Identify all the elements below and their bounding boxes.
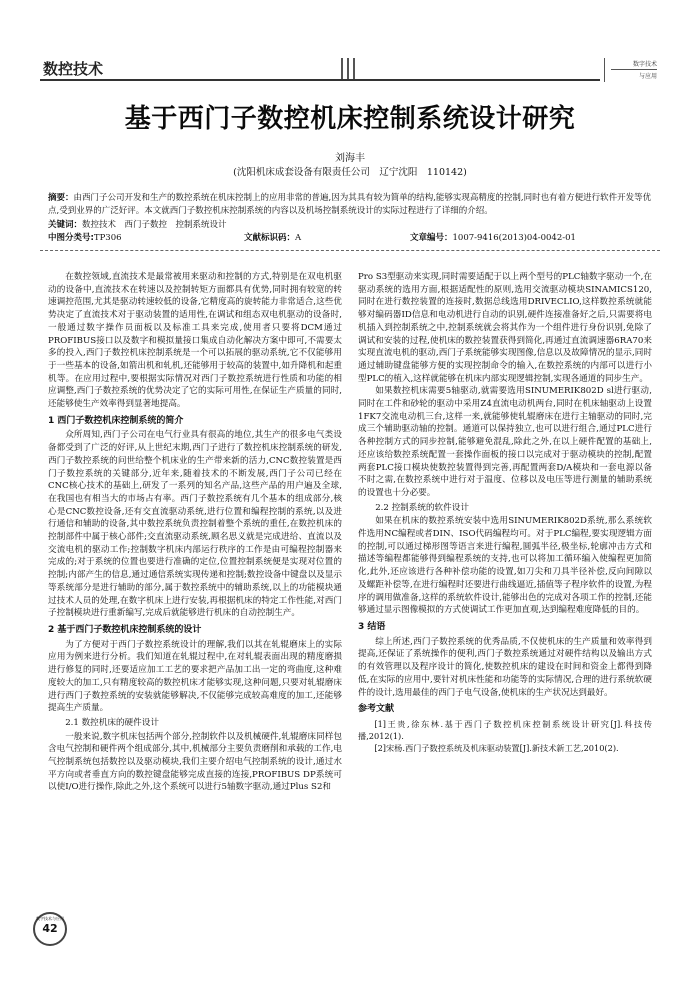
right-column: [358, 271, 652, 754]
abstract-text: 由西门子公司开发和生产的数控系统在机床控制上的应用非常的普遍,因为其具有较为简单的结构,能够实现高精度的控制,同时也有着方便进行软件开发等优点,受到业界的广泛好评。本文就西门子数控机床控制系统的内容以及机场控制系统设计的实际过程进行了详细的介绍。: [48, 193, 652, 216]
page-badge-text: 数字技术与应用: [36, 916, 64, 921]
reference-item: [1]王贵,徐东林.基于西门子数控机床控制系统设计研究[J].科技传播,2012(1).: [358, 718, 652, 741]
badge-top-text: 数字技术: [632, 61, 657, 68]
abstract-separator: [40, 250, 660, 251]
drive-config-paragraph: 如果数控机床需要5轴驱动,就需要选用SINUMERIK802D sl进行驱动,同时在工件和砂轮的驱动中采用Z4直流电动机两台,同时在机床轴驱动上设置1FK7交流电动机三台,这样一来,就能够使轧辊磨床在进行主轴驱动的同时,完成三个辅助驱动轴的控制。通道可以保持独立,也可以进行组合,通过PLC进行各种控制方式的同步控制,能够避免混乱,除此之外,在以上硬件配置的基础上,还应该给数控系统配置一套操作面板的接口以完成对于驱动模块的控制,配置两套PLC接口模块使数控装置得到完善,再配置两套D/A模块和一套电源以备不时之需,在数控系统中进行对于温度、位移以及电压等进行测量的辅助系统的设置也十分必要。: [358, 386, 652, 498]
subsection-heading-2-2: 2.2 控制系统的软件设计: [375, 502, 469, 513]
affiliation: (沈阳机床成套设备有限责任公司 辽宁沈阳 110142): [233, 167, 467, 178]
clc-label: 中图分类号:: [48, 233, 94, 243]
badge-bottom-text: 与应用: [638, 73, 657, 80]
left-column: [48, 271, 342, 794]
section-heading-3: 3 结语: [358, 621, 386, 632]
keywords: [48, 218, 227, 230]
keywords-label: 关键词：: [48, 220, 83, 230]
code-label: 文献标识码：: [244, 233, 296, 243]
references-heading: 参考文献: [358, 704, 395, 715]
article-id-label: 文章编号：: [410, 233, 453, 243]
journal-badge: [604, 58, 661, 82]
section-2-paragraph: 为了方便对于西门子数控系统设计的理解,我们以其在轧辊磨床上的实际应用为例来进行分析。我们知道在轧辊过程中,在对轧辊表面出现的精度磨损进行修复的同时,还要适应加工工艺的要求把产品加工出一定的弯曲度,这种难度较大的加工,只有精度较高的数控机床才能够实现,这种问题,只要对轧辊磨床进行西门子数控系统的安装就能够解决,不仅能够完成较高难度的加工,还能够提高生产质量。: [48, 639, 342, 714]
article-id: [410, 231, 576, 243]
section-label: 数控技术: [43, 60, 104, 78]
continued-paragraph: Pro S3型驱动来实现,同时需要适配于以上两个型号的PLC轴数字驱动一个,在驱动系统的选用方面,根据适配性的原则,选用交流驱动模块SINAMICS120,同时在进行数控装置的连接时,数据总线选用DRIVECLIO,这样数控系统就能够对编码器ID信息和电动机进行自动的识别,硬件连接准备好之后,只需要将电机插入到控制系统之中,控制系统就会将其作为一个组件进行身份识别,免除了调试和安装的过程,使机床的数控装置获得到简化,再通过直流调速器6RA70来实现直流电机的驱动,西门子系统能够实现图像,信息以及故障情况的显示,同时通过辅助键盘能够方便的实现控制命令的输入,在数控系统的内部可以进行小型PLC的植入,这样就能够在机床内部实现逻辑控制,实现各通道的同步生产。: [358, 272, 652, 384]
abstract: [48, 192, 658, 217]
abstract-label: 摘要：: [48, 193, 74, 203]
conclusion-paragraph: 综上所述,西门子数控系统的优秀品质,不仅使机床的生产质量和效率得到提高,还保证了系统操作的便利,西门子数控系统通过对硬件结构以及输出方式的有效管理以及程序设计的简化,使数控机床的建设在时间和资金上都得到降低,在实际的应用中,要针对机床性能和功能等的实际情况,合理的进行系统软硬件的设计,选用最佳的西门子电气设备,使机床的生产状况达到最好。: [358, 636, 652, 698]
clc-number: [48, 231, 122, 243]
clc-value: TP306: [93, 233, 122, 243]
subsection-heading-2-1: 2.1 数控机床的硬件设计: [65, 717, 159, 728]
section-1-paragraph: 众所周知,西门子公司在电气行业具有很高的地位,其生产的很多电气类设备都受到了广泛的好评,从上世纪末期,西门子进行了数控机床控制系统的研发,西门子数控系统的问世给整个机床业的生产带来新的活力,CNC数控装置是西门子数控系统的关键部分,近年来,随着技术的不断发展,西门子公司已经在CNC核心技术的基础上,研发了一系列的知名产品,这些产品的用户遍及全球,在我国也有相当大的市场占有率。西门子数控系统有几个基本的组成部分,核心是CNC数控设备,还有交直流驱动系统,进行位置和编程控制的系统,以及进行通信和辅助的设备,其中数控系统负责控制着整个系统的重任,在数控机床的控制部件中属于核心部件;交直流驱动系统,顾名思义就是完成进给、直流以及交流电机的驱动工作;控制数字机床内部运行秩序的工作是由可编程控制器来完成的;对于系统的位置也要进行准确的定位,位置控制系统便是实现对位置的控制;内部产生的信息,通过通信系统实现传递和控制;数控设备中键盘以及显示等系统部分是进行辅助的部分,属于数控系统中的辅助系统,以上的功能模块通过技术人员的处理,在数字机床上进行安装,再根据机床的特定工作性能,对西门子控制模块进行重新编写,完成后就能够进行机床的自动控制生产。: [48, 430, 342, 619]
author: 刘海丰: [335, 153, 365, 164]
section-heading-2: 2 基于西门子数控机床控制系统的设计: [48, 624, 202, 635]
code-value: A: [295, 233, 302, 243]
header-rule: [40, 79, 600, 81]
keywords-text: 数控技术 西门子数控 控制系统设计: [82, 220, 227, 230]
page-number-badge: [33, 912, 67, 946]
subsection-2-2-paragraph: 如果在机床的数控系统安装中选用SINUMERIK802D系统,那么系统软件选用NC编程或者DIN、ISO代码编程均可。对于PLC编程,要实现逻辑方面的控制,可以通过梯形图等语言来进行编程,圆弧半径,极坐标,轮廓冲击方式和描述等编程都能够得到编程系统的支持,也可以将加工循环编入使编程更加简化,此外,还应该进行各种补偿功能的设置,如刀尖和刀具半径补偿,反向间隙以及螺距补偿等,在进行编程时还要进行曲线逼近,插值等子程序软件的设置,为程序的调用做准备,这样的系统软件设计,能够出色的完成对各项工作的控制,还能够通过显示图像模拟的方式使调试工作更加直观,达到编程难度降低的目的。: [358, 516, 652, 616]
document-code: [244, 231, 301, 243]
paper-title: 基于西门子数控机床控制系统设计研究: [124, 104, 576, 134]
page-header: [0, 0, 700, 92]
section-heading-1: 1 西门子数控机床控制系统的简介: [48, 415, 184, 426]
reference-item: [2]宋杨.西门子数控系统及机床驱动装置[J].新技术新工艺,2010(2).: [374, 742, 619, 753]
article-id-value: 1007-9416(2013)04-0042-01: [452, 233, 576, 243]
subsection-2-1-paragraph: 一般来说,数字机床包括两个部分,控制软件以及机械硬件,轧辊磨床同样包含电气控制和硬件两个组成部分,其中,机械部分主要负责磨削和承载的工作,电气控制系统包括数控以及驱动模块,我们主要介绍电气控制系统的设计,通过水平方向或者垂直方向的数控键盘能够完成直接的连接,PROFIBUS DP系统可以使I/O进行操作,除此之外,这个系统可以进行5轴数字驱动,通过Plus S2和: [48, 731, 342, 793]
page-number: 42: [42, 922, 58, 935]
header-divider-bars: [340, 58, 356, 79]
intro-paragraph: 在数控领域,直流技术是最常被用来驱动和控制的方式,特别是在双电机驱动的设备中,直流技术在转速以及控制转矩方面都具有优势,同时拥有较宽的转速调控范围,尤其是驱动转速较低的设备,它精度高的旋转能力非常适合,这些优势决定了直流技术对于驱动装置的适用性,在调试和组态双电机驱动的设备时,一般通过数字操作员面板以及标准工具来完成,使用者只要将DCM通过PROFIBUS接口以及数字和模拟量接口集成自动化解决方案中即可,不需要太多的投入,西门子数控机床控制系统是一个可以拓展的驱动系统,它不仅能够用于一些基本的设备,如箭出机和轧机,还能够用于较高的装置中,如升降机和起重机等。在应用过程中,要根据实际情况对西门子数控系统进行性质和功能的相应调整,西门子数控系统的优势决定了它的实际可用性,在保证生产质量的同时,还能够使生产效率得到显著地提高。: [48, 272, 342, 410]
